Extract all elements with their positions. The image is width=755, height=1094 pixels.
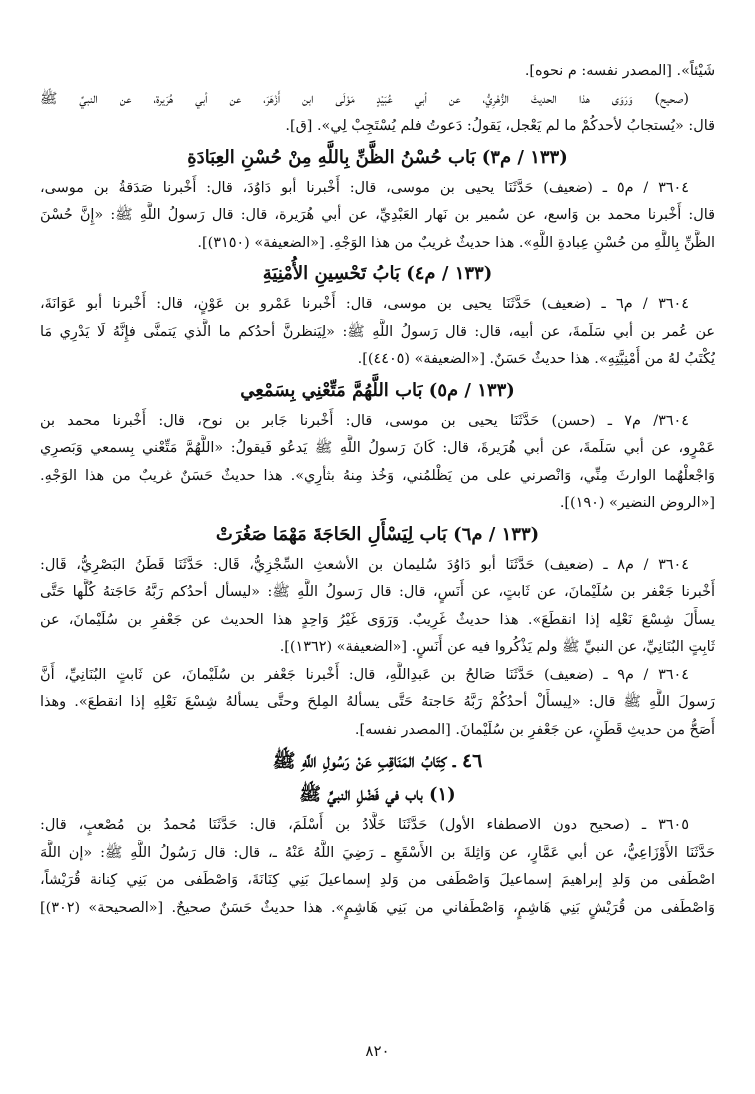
- text-line: ٣٦٠٤ / م٩ ـ (ضعيف) حَدَّثَنَا صَالحُ بن عَبدِاللَّهِ، قال: أَخْبرنا جَعْفر بن سُلَيْمانَ، عن ثَابتٍ البُنَانِيِّ، أَنَّ: [40, 666, 689, 683]
- text-line: (صحيح) وَرَوَى هذا الحديثَ الزُّهْرِيُّ، عن أبي عُبَيْدٍ مَوْلَى ابن أَزْهَرَ، عن أبي هُرَيرة، عن النبيِّ ﷺ: [40, 90, 689, 107]
- text-line: ٣٦٠٤ / م٨ ـ (ضعيف) حَدَّثَنَا أبو دَاوُدَ سُليمان بن الأشعثِ السِّجْزِيُّ، قَال: حَدَّثَنَا قَطَنُ البَصْرِيُّ، قَال:: [40, 556, 689, 573]
- book-title: ٤٦ ـ كِتَابُ المَنَاقِبِ عَنْ رَسُولِ اللَّهِ ﷺ: [272, 750, 483, 772]
- text-line: ٣٦٠٤/ م٧ ـ (حسن) حَدَّثَنَا يحيى بن موسى، قال: أَخْبرنا جَابر بن نوح، قال: أَخْبرنا محمد بن: [40, 412, 689, 429]
- chapter-heading: (١٣٣ / م٣) بَاب حُسْنُ الظَّنِّ بِاللَّهِ مِنْ حُسْنِ العِبَادَةِ: [187, 146, 568, 168]
- text-line: ٣٦٠٤ / م٦ ـ (ضعيف) حَدَّثَنَا يحيى بن موسى، قال: أَخْبرنا عَمْرو بن عَوْنٍ، قال: أَخْبرنا أبو عَوَانَةَ،: [40, 296, 689, 312]
- text-line: رَسولَ اللَّهِ ﷺ قال: «لِيسأَلْ أحدُكُمْ رَبَّهُ حَاجتهُ حَتَّى يسألهُ المِلحَ وحتَّى يسألهُ شِسْعَ نَعْلِهِ إذا انقطعَ». وهذا: [40, 694, 715, 710]
- text-line: [«الروض النضير» (١٩٠)].: [559, 495, 715, 511]
- text-line: وَاصْطَفى من قُرَيْشٍ بَنِي هَاشِمٍ، وَاصْطَفاني من بَنِي هَاشِمٍ». هذا حديثٌ حَسَنٌ صحيحٌ. [«الصحيحة» (٣٠٢)]: [40, 899, 715, 916]
- text-line: الظَّنِّ بِاللَّهِ من حُسْنِ عِبادةِ اللَّهِ». هذا حديثٌ غريبٌ من هذا الوَجْهِ. [«الضعيفة» (٣١٥٠)].: [197, 234, 715, 251]
- page-body: [40, 58, 715, 922]
- text-line: اصْطَفى من وَلدِ إبراهيمَ إسماعيلَ وَاصْطَفى من وَلدِ إسماعيلَ بَنِي كِنَانَةَ، وَاصْطَفى من بَنِي كِنانة قُرَيْشاً،: [40, 872, 715, 888]
- text-line: ٣٦٠٤ / م٥ ـ (ضعيف) حَدَّثَنَا يحيى بن موسى، قال: أَخْبرنا أبو دَاوُدَ، قال: أَخْبرنا صَدَقةُ بن موسى،: [40, 179, 689, 196]
- text-line: يسأَلَ شِسْعَ نَعْلِه إذا انقطَعَ». هذا حديثٌ غَرِيبٌ. وَرَوَى غَيْرُ وَاحِدٍ هذا الحديث عن جَعْفرِ بن سُلَيْمانَ، عن: [40, 611, 715, 628]
- chapter-heading: (١) باب في فَضْلِ النبيِّ ﷺ: [299, 784, 456, 805]
- text-line: يُكْتَبُ لهُ من أُمْنِيَّتِهِ». هذا حديثٌ حَسَنٌ. [«الضعيفة» (٤٤٠٥)].: [357, 351, 715, 367]
- page-number: ٨٢٠: [365, 1042, 390, 1060]
- chapter-heading: (١٣٣ / م٥) بَاب اللَّهُمَّ مَتِّعْنِي بِسَمْعِي: [240, 379, 515, 401]
- text-line: عن عُمر بن أبي سَلَمةَ، عن أبيه، قال: قال رَسولُ اللَّهِ ﷺ: «لِيَنظرنَّ أحدُكم ما الَّذي يَتمنَّى فإِنَّهُ لَا يَدْرِي مَا: [40, 323, 715, 340]
- text-line: وَاجْعلْهُما الوارثَ مِنِّي، وَانْصرني على من يَظْلمُني، وَخُذ مِنهُ بثأرِي». هذا حديثٌ حَسَنٌ غريبٌ من هذا الوَجْهِ.: [40, 467, 715, 484]
- text-line: أَخْبرنا جَعْفر بن سُلَيْمانَ، عن ثَابتٍ، عن أَنَسٍ، قال: قال رَسولُ اللَّهِ ﷺ: «ليسأل أحدُكم رَبَّهُ حَاجَتهُ كُلَّها حَتَّى: [40, 584, 715, 600]
- text-line: قال: أَخْبرنا محمد بن وَاسع، عن سُمير بن نَهار العَبْدِيِّ، عن أبي هُرَيرة، قال: قال رَسولُ اللَّهِ ﷺ: «إِنَّ حُسْنَ: [40, 207, 715, 223]
- text-line: أَصَحُّ من حديثِ قَطَنٍ، عن جَعْفرِ بن سُلَيْمانَ. [المصدر نفسه].: [354, 721, 715, 738]
- text-line: حَدَّثَنَا الأَوْزَاعِيُّ، عن أبي عَمَّارٍ، عن وَاثِلةَ بن الأَسْقَعِ ـ رَضِيَ اللَّهُ عَنْهُ ـ، قال: قال رَسُولُ اللَّهِ ﷺ: «إن اللَّهَ: [40, 844, 715, 861]
- text-line: عَمْرٍو، عن أبي سَلَمةَ، عن أبي هُرَيرةَ، قال: كَانَ رَسولُ اللَّهِ ﷺ يَدعُو فَيقولُ: «اللَّهُمَّ مَتِّعْني بِسمعي وَبَصرِي: [40, 440, 715, 456]
- text-line: شَيْئاً». [المصدر نفسه: م نحوه].: [524, 63, 715, 79]
- text-line: قال: «يُستجابُ لأحدكُمْ ما لم يَعْجل، يَقولُ: دَعوتُ فلم يُسْتَجِبْ لِي». [ق].: [285, 118, 715, 134]
- chapter-heading: (١٣٣ / م٦) بَاب لِيَسْأَلِ الحَاجَةَ مَهْمَا صَغُرَتْ: [215, 523, 540, 545]
- text-line: ٣٦٠٥ ـ (صحيح دون الاصطفاء الأول) حَدَّثَنَا خَلَّادُ بن أَسْلَمَ، قال: حَدَّثَنَا مُحمدُ بن مُصْعبٍ، قال:: [40, 817, 689, 833]
- text-line: ثَابِتٍ البُنَانِيِّ، عن النبيِّ ﷺ ولم يَذْكُروا فيه عن أَنَسٍ. [«الضعيفة» (١٣٦٢)].: [279, 639, 715, 655]
- chapter-heading: (١٣٣ / م٤) بَابُ تَحْسِينِ الأُمْنِيَةِ: [262, 263, 493, 284]
